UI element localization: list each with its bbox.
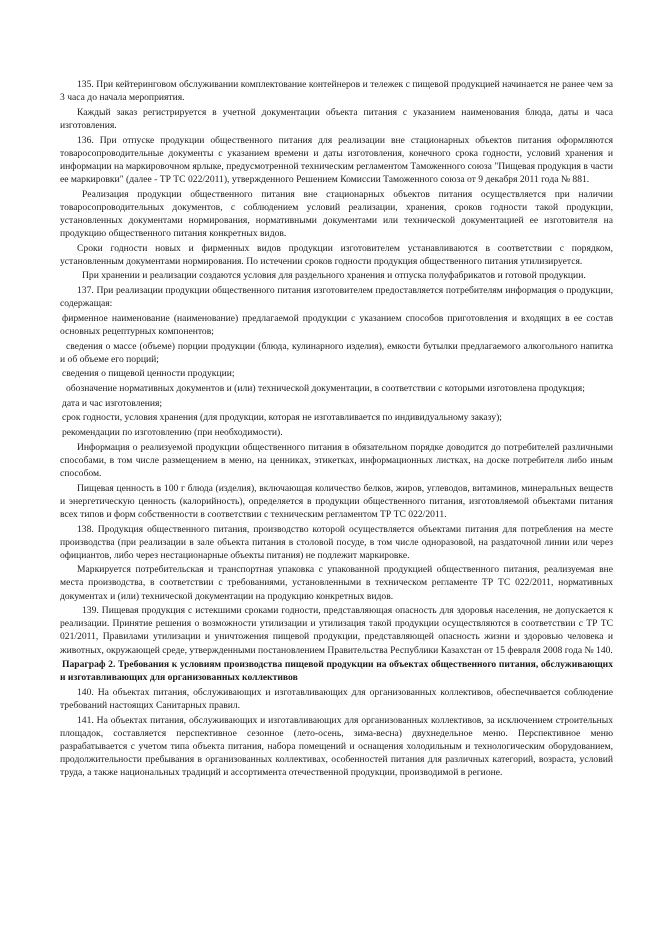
paragraph-135: 135. При кейтеринговом обслуживании комплектование контейнеров и тележек с пищевой продукцией начинается не ранее чем за 3 часа до начала мероприятия. (60, 79, 613, 104)
paragraph-information: Информация о реализуемой продукции общественного питания в обязательном порядке доводится до потребителей различными способами, в том числе размещением в меню, на ценниках, этикетках, информационных листках, на доске потребителя либо иным способом. (60, 441, 613, 479)
paragraph-137: 137. При реализации продукции общественного питания изготовителем предоставляется потребителям информация о продукции, содержащая: (60, 284, 613, 310)
paragraph-140: 140. На объектах питания, обслуживающих и изготавливающих для организованных коллективов, обеспечивается соблюдение требований настоящих Санитарных правил. (60, 687, 613, 712)
paragraph-139: 139. Пищевая продукция с истекшими сроками годности, представляющая опасность для здоровья населения, не допускается к реализации. Принятие решения о возможности утилизации и утилизация такой продукции осуществляются в соответствии с ТР ТС 021/2011, Правилами утилизации и уничтожения пищевой продукции, представляющей опасность жизни и здоровью человека и животных, окружающей среде, утвержденными постановлением Правительства Республики Казахстан от 15 февраля 2008 года № 140. (60, 605, 613, 656)
paragraph-shelf-life: Сроки годности новых и фирменных видов продукции изготовителем устанавливаются в соответствии с порядком, установленным документами нормирования. По истечении сроков годности продукция общественного питания утилизируется. (60, 242, 613, 267)
paragraph-141: 141. На объектах питания, обслуживающих и изготавливающих для организованных коллективов, за исключением строительных площадок, составляется перспективное сезонное (лето-осень, зима-весна) двухнедельное меню. Перспективное меню разрабатывается с учетом типа объекта питания, набора помещений и оснащения холодильным и технологическим оборудованием, продолжительности пребывания в организованных коллективах, особенностей питания для различных категорий, возраста, условий труда, а также национальных традиций и ассортимента отечественной продукции, производимой в регионе. (60, 714, 613, 779)
paragraph-order-registration: Каждый заказ регистрируется в учетной документации объекта питания с указанием наименования блюда, даты и часа изготовления. (60, 106, 613, 131)
paragraph-138: 138. Продукция общественного питания, производство которой осуществляется объектами питания для потребления на месте производства (при реализации в зале объекта питания в столовой посуде, в том числе одноразовой, на раздаточной линии или через официантов, либо через нестационарные объекты питания) не подлежит маркировке. (60, 523, 613, 561)
list-item-date: дата и час изготовления; (62, 397, 163, 409)
list-item-mass: сведения о массе (объеме) порции продукции (блюда, кулинарного изделия), емкости бутылки предлагаемого алкогольного напитка и об объеме его порций; (60, 340, 613, 365)
paragraph-nutrition-value: Пищевая ценность в 100 г блюда (изделия), включающая количество белков, жиров, углеводов, витаминов, минеральных веществ и энергетическую ценность (калорийность), определяется в продукции общественного питания, изготовляемой объектами питания всех типов и форм собственности в соответствии с техническим регламентом ТР ТС 022/2011. (60, 482, 613, 520)
list-item-expiry: срок годности, условия хранения (для продукции, которая не изготавливается по индивидуальному заказу); (62, 412, 502, 424)
paragraph-outside-sales: Реализация продукции общественного питания вне стационарных объектов питания осуществляется при наличии товаросопроводительных документов, с соблюдением условий реализации, хранения, сроков годности такой продукции, установленных документами нормирования, нормативными документами или технической документацией ее изготовителя на продукцию общественного питания конкретных видов. (60, 188, 613, 239)
list-item-normative-docs: обозначение нормативных документов и (или) технической документации, в соответствии с которыми изготовлена продукция; (66, 383, 585, 394)
list-item-brand-name: фирменное наименование (наименование) предлагаемой продукции с указанием способов приготовления и входящих в ее состав основных рецептурных компонентов; (60, 312, 613, 337)
section-heading-paragraph-2: Параграф 2. Требования к условиям производства пищевой продукции на объектах общественного питания, обслуживающих и изготавливающих для организованных коллективов (60, 659, 613, 684)
list-item-recommendations: рекомендации по изготовлению (при необходимости). (62, 427, 283, 439)
list-item-nutrition: сведения о пищевой ценности продукции; (62, 368, 235, 380)
paragraph-labeling: Маркируется потребительская и транспортная упаковка с упакованной продукцией общественного питания, реализуемая вне места производства, в соответствии с требованиями, установленными в техническом регламенте ТР ТС 022/2011, нормативных документах и (или) технической документации на продукцию конкретных видов. (60, 564, 613, 602)
paragraph-storage: При хранении и реализации создаются условия для раздельного хранения и отпуска полуфабрикатов и готовой продукции. (82, 270, 586, 282)
paragraph-136: 136. При отпуске продукции общественного питания для реализации вне стационарных объектов питания оформляются товаросопроводительные документы с указанием времени и даты изготовления, конечного срока годности, условий хранения и информации на маркировочном ярлыке, предусмотренной техническим регламентом Таможенного союза "Пищевая продукция в части ее маркировки" (далее - ТР ТС 022/2011), утвержденного Решением Комиссии Таможенного союза от 9 декабря 2011 года № 881. (60, 134, 613, 185)
document-page (60, 78, 613, 781)
